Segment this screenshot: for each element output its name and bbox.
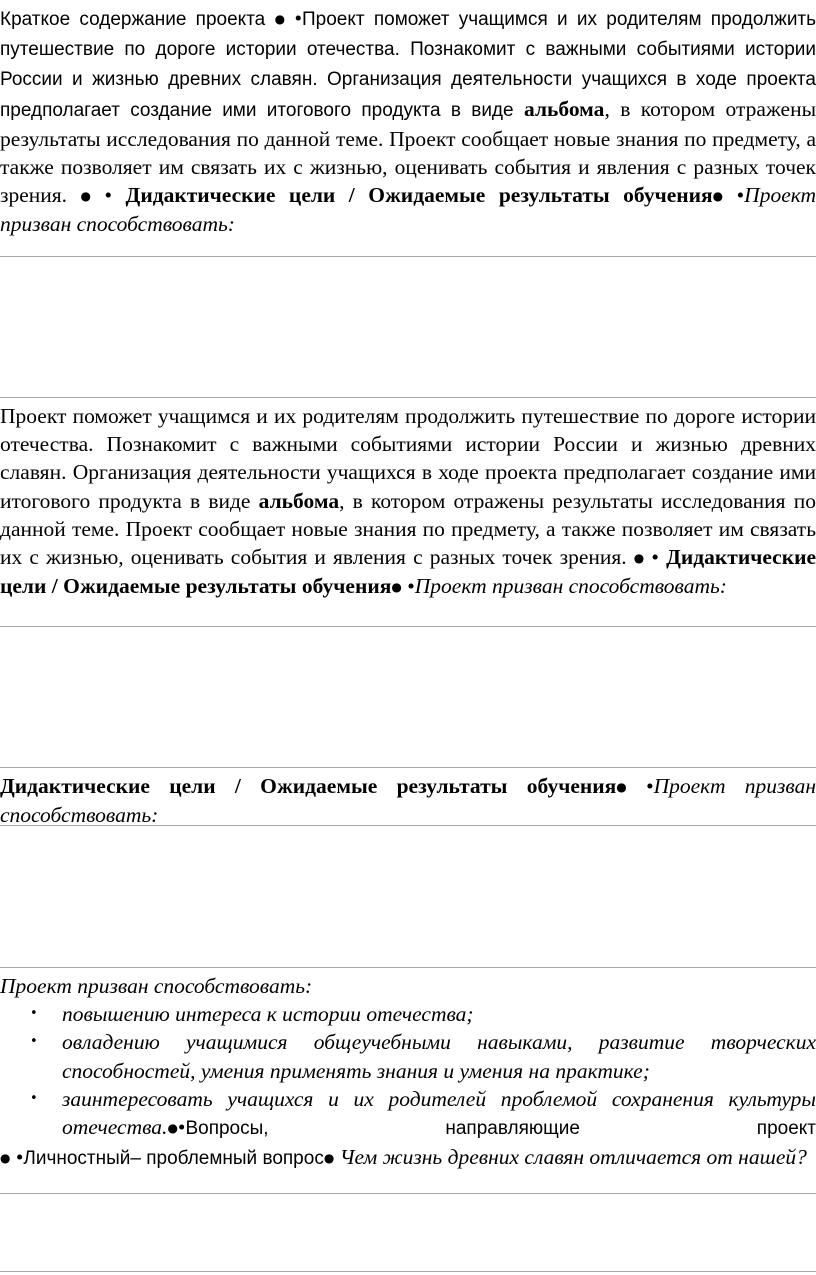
dot-icon: ● — [80, 189, 92, 204]
dot-icon: ● — [633, 551, 645, 566]
dot-icon: ● — [274, 12, 286, 26]
summary-text-after: , в котором отражены результаты исследования по данной теме. Проект сообщает новые знания по предмету, а также позволяет им связать их с жизнью, оценивать события и явления с разных точек зрения. — [0, 488, 816, 570]
section-3 — [0, 772, 816, 829]
bullet-marks — [0, 1145, 23, 1169]
bullet-marks — [167, 1115, 185, 1139]
questions-label: Вопросы, направляющие проект — [185, 1118, 816, 1140]
summary-text: Проект поможет учащимся и их родителям продолжить путешествие по дороге истории отечества. Познакомит с важными событиями истории России и жизнью древних славян. Организация деятельности учащихся в ходе проекта предполагает создание ими итогового продукта в виде — [0, 404, 816, 513]
goals-intro-italic: Проект призван способствовать: — [0, 183, 816, 237]
bullet-icon: • — [30, 1090, 38, 1106]
dot-icon: ● — [391, 580, 402, 595]
personal-question-line — [0, 1143, 816, 1173]
section-2 — [0, 402, 816, 601]
bullet-marks — [713, 183, 745, 207]
bullet-icon: • — [177, 1115, 186, 1140]
divider — [0, 256, 816, 257]
goals-heading: Дидактические цели / Ожидаемые результаты обучения — [0, 545, 816, 599]
bullet-icon: • — [651, 545, 659, 570]
dot-icon: ● — [0, 1151, 11, 1166]
bullet-marks — [634, 545, 659, 569]
bullet-icon: • — [15, 1145, 24, 1170]
goals-heading: Дидактические цели / Ожидаемые результаты обучения — [0, 774, 617, 798]
bullet-icon: • — [736, 183, 745, 208]
personal-question: Чем жизнь древних славян отличается от нашей? — [339, 1145, 807, 1170]
summary-text-after: , в котором отражены результаты исследования по данной теме. Проект сообщает новые знания по предмету, а также позволяет им связать их с жизнью, оценивать события и явления с разных точек зрения. — [0, 96, 816, 208]
dot-icon: ● — [616, 780, 627, 794]
divider — [0, 967, 816, 968]
list-item — [30, 1000, 816, 1028]
list-item-text: овладению учащимися общеучебными навыками, развитие творческих способностей, умения применять знания и умения на практике; — [62, 1030, 816, 1083]
section-4 — [0, 972, 816, 1173]
list-item-text: повышению интереса к истории отечества; — [62, 1002, 474, 1027]
dot-icon: ● — [323, 1151, 335, 1166]
dot-icon: ● — [712, 189, 724, 204]
goals-heading: Дидактические цели / Ожидаемые результаты обучения — [125, 183, 713, 208]
divider — [0, 397, 816, 398]
dot-icon: ● — [167, 1121, 178, 1136]
bullet-marks — [81, 183, 113, 207]
goals-intro-italic: Проект призван способствовать: — [414, 574, 727, 599]
divider — [0, 1271, 816, 1272]
goals-intro-italic: Проект призван способствовать: — [0, 974, 313, 998]
bullet-marks — [616, 774, 653, 798]
list-item — [30, 1085, 816, 1143]
list-item — [30, 1028, 816, 1084]
section-1 — [0, 4, 816, 239]
personal-label: Личностный– проблемный вопрос — [23, 1148, 324, 1170]
bullet-icon: • — [30, 1034, 38, 1050]
bullet-icon: • — [407, 574, 415, 599]
list-item-text: заинтересовать учащихся и их родителей проблемой сохранения культуры отечества. — [62, 1086, 816, 1140]
summary-text: Проект поможет учащимся и их родителям продолжить путешествие по дороге истории отечества. Познакомит с важными событиями истории России и жизнью древних славян. Организация деятельности учащихся в ходе проекта предполагает создание ими итогового продукта в виде — [0, 9, 816, 121]
bullet-icon: • — [294, 6, 302, 30]
bullet-icon: • — [104, 183, 113, 208]
summary-prefix: Краткое содержание проекта — [0, 9, 266, 30]
summary-bold-word: альбома — [258, 488, 340, 513]
bullet-icon: • — [646, 774, 654, 798]
goals-list — [0, 1000, 816, 1143]
divider — [0, 767, 816, 768]
summary-bold-word: альбома — [524, 96, 605, 121]
bullet-icon: • — [30, 1006, 38, 1022]
divider — [0, 825, 816, 826]
divider — [0, 1193, 816, 1194]
goals-intro-italic: Проект призван способствовать: — [0, 774, 816, 828]
bullet-marks — [275, 6, 302, 30]
bullet-marks — [391, 574, 414, 598]
divider — [0, 626, 816, 627]
